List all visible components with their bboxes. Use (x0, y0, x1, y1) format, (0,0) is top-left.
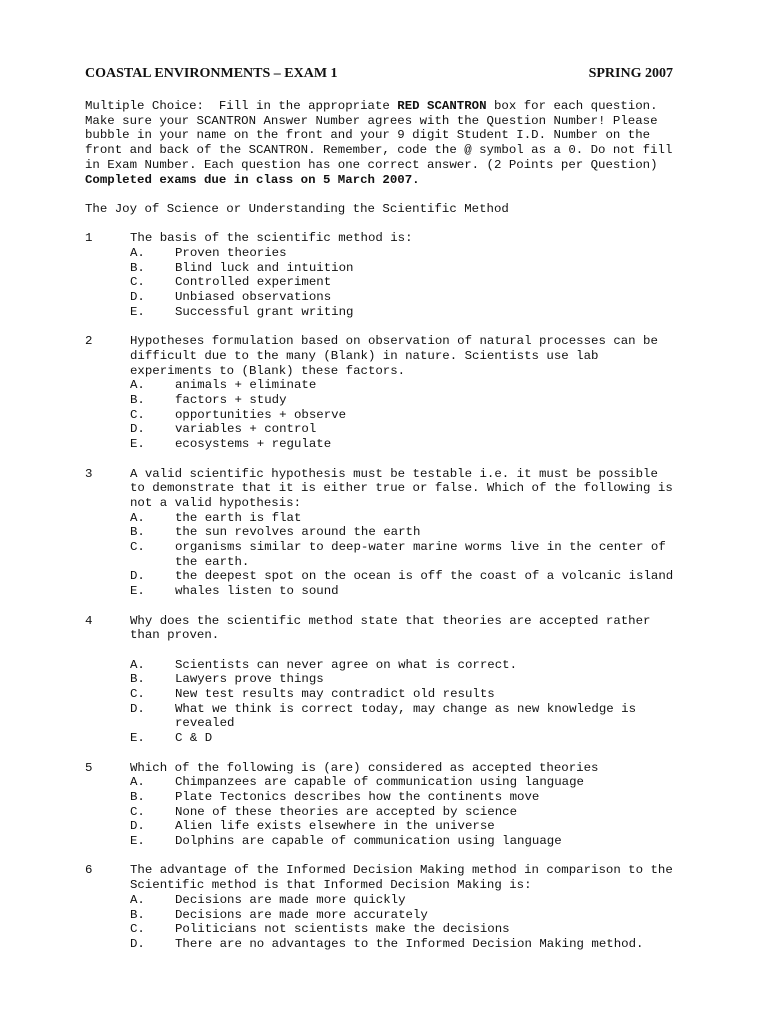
question-4 (85, 614, 685, 746)
question-text-line: experiments to (Blank) these factors. (130, 363, 406, 378)
answer-option (130, 525, 685, 540)
answer-option (130, 290, 685, 305)
question-body (130, 614, 685, 746)
exam-term: SPRING 2007 (588, 66, 673, 81)
option-letter: C. (130, 407, 145, 422)
option-text: Blind luck and intuition (175, 260, 354, 275)
answer-option (130, 702, 685, 731)
answer-option (130, 393, 685, 408)
option-letter: A. (130, 892, 145, 907)
instructions-due-date: Completed exams due in class on 5 March 2007. (85, 172, 420, 187)
option-text: Dolphins are capable of communication using language (175, 834, 562, 849)
answer-option (130, 834, 685, 849)
option-letter: B. (130, 789, 145, 804)
answer-option (130, 246, 685, 261)
option-letter: D. (130, 819, 145, 834)
option-letter: A. (130, 775, 145, 790)
question-text-line: Hypotheses formulation based on observation of natural processes can be (130, 334, 658, 349)
question-list (85, 231, 685, 951)
answer-option (130, 731, 685, 746)
option-letter: C. (130, 922, 145, 937)
option-text: Unbiased observations (175, 290, 332, 305)
answer-option (130, 378, 685, 393)
option-letter: B. (130, 907, 145, 922)
instructions-line-1c: box for each question. (486, 99, 658, 113)
answer-option (130, 261, 685, 276)
option-text: Scientists can never agree on what is correct. (175, 657, 518, 672)
question-body (130, 761, 685, 849)
question-text-line: difficult due to the many (Blank) in nature. Scientists use lab (130, 348, 599, 363)
option-text: There are no advantages to the Informed Decision Making method. (175, 936, 644, 951)
option-letter: C. (130, 804, 145, 819)
option-text: whales listen to sound (175, 584, 339, 599)
question-3 (85, 467, 685, 599)
option-text: New test results may contradict old results (175, 687, 495, 702)
option-letter: D. (130, 422, 145, 437)
option-letter: A. (130, 246, 145, 260)
option-letter: D. (130, 701, 145, 716)
option-letter: A. (130, 378, 145, 393)
answer-option (130, 408, 685, 423)
option-letter: E. (130, 834, 145, 849)
option-letter: C. (130, 275, 145, 290)
option-text: C & D (175, 731, 213, 746)
answer-option (130, 893, 685, 908)
option-letter: A. (130, 657, 145, 672)
exam-title: COASTAL ENVIRONMENTS – EXAM 1 (85, 66, 338, 81)
answer-option (130, 658, 685, 673)
question-text-line: The advantage of the Informed Decision Making method in comparison to the (130, 863, 673, 878)
option-text: Politicians not scientists make the decisions (175, 922, 510, 937)
question-body (130, 467, 685, 599)
question-body (130, 863, 685, 951)
answer-option (130, 305, 685, 320)
option-text: Decisions are made more accurately (175, 907, 428, 922)
answer-option (130, 790, 685, 805)
option-text: variables + control (175, 422, 317, 437)
option-letter: D. (130, 569, 145, 584)
question-1 (85, 231, 685, 319)
question-5 (85, 761, 685, 849)
exam-page (85, 64, 685, 952)
option-letter: E. (130, 584, 145, 599)
instructions-red-scantron: RED SCANTRON (397, 99, 487, 113)
option-text: Alien life exists elsewhere in the universe (175, 819, 495, 834)
instructions (85, 99, 685, 187)
option-text: animals + eliminate (175, 378, 317, 393)
answer-option (130, 775, 685, 790)
option-letter: B. (130, 393, 145, 408)
instructions-line-3: bubble in your name on the front and your 9 digit Student I.D. Number on the (85, 128, 651, 143)
option-letter: E. (130, 437, 145, 452)
answer-option (130, 569, 685, 584)
option-letter: A. (130, 510, 145, 525)
answer-option (130, 937, 685, 952)
answer-option (130, 819, 685, 834)
answer-option (130, 584, 685, 599)
question-body (130, 231, 685, 319)
answer-option (130, 922, 685, 937)
option-letter: D. (130, 290, 145, 305)
instructions-line-2: Make sure your SCANTRON Answer Number agrees with the Question Number! Please (85, 113, 658, 128)
option-text: the earth is flat (175, 510, 302, 525)
question-number: 2 (85, 334, 93, 349)
option-text: Successful grant writing (175, 304, 354, 319)
question-text-line: not a valid hypothesis: (130, 495, 302, 510)
answer-option (130, 805, 685, 820)
option-letter: B. (130, 525, 145, 540)
question-text-line: Why does the scientific method state that theories are accepted rather (130, 613, 651, 628)
spacer (130, 643, 685, 658)
instructions-line-4: front and back of the SCANTRON. Remember, code the @ symbol as a 0. Do not fill (85, 143, 673, 158)
option-text: What we think is correct today, may change as new knowledge is revealed (175, 701, 637, 731)
option-text: Controlled experiment (175, 275, 332, 290)
section-title: The Joy of Science or Understanding the Scientific Method (85, 201, 509, 216)
option-text: Decisions are made more quickly (175, 892, 406, 907)
option-text: None of these theories are accepted by science (175, 804, 518, 819)
option-letter: E. (130, 304, 145, 319)
instructions-line-1a: Multiple Choice: Fill in the appropriate (85, 99, 398, 113)
option-text: the sun revolves around the earth (175, 525, 421, 540)
instructions-line-5: in Exam Number. Each question has one correct answer. (2 Points per Question) (85, 157, 658, 172)
question-number: 4 (85, 613, 93, 628)
question-number: 1 (85, 231, 93, 246)
question-text-line: Which of the following is (are) considered as accepted theories (130, 760, 599, 775)
option-letter: B. (130, 260, 145, 275)
question-number: 5 (85, 760, 93, 775)
answer-option (130, 511, 685, 526)
answer-option (130, 672, 685, 687)
question-number: 6 (85, 863, 93, 878)
option-letter: E. (130, 731, 145, 746)
option-text: factors + study (175, 393, 287, 408)
option-letter: B. (130, 672, 145, 687)
question-text-line: than proven. (130, 628, 220, 643)
answer-option (130, 540, 685, 569)
question-text-line: A valid scientific hypothesis must be testable i.e. it must be possible (130, 466, 658, 481)
option-letter: D. (130, 936, 145, 951)
option-text: Proven theories (175, 246, 287, 260)
answer-option (130, 437, 685, 452)
option-text: ecosystems + regulate (175, 437, 332, 452)
exam-header (85, 64, 685, 86)
answer-option (130, 687, 685, 702)
option-text: Lawyers prove things (175, 672, 324, 687)
question-text-line: The basis of the scientific method is: (130, 231, 413, 246)
question-body (130, 334, 685, 452)
option-text: Chimpanzees are capable of communication using language (175, 775, 584, 790)
question-text-line: to demonstrate that it is either true or false. Which of the following is (130, 481, 673, 496)
question-number: 3 (85, 466, 93, 481)
answer-option (130, 275, 685, 290)
option-letter: C. (130, 687, 145, 702)
question-2 (85, 334, 685, 452)
question-6 (85, 863, 685, 951)
question-text-line: Scientific method is that Informed Decision Making is: (130, 878, 532, 893)
option-text: opportunities + observe (175, 407, 347, 422)
answer-option (130, 422, 685, 437)
answer-option (130, 908, 685, 923)
option-text: the deepest spot on the ocean is off the coast of a volcanic island (175, 569, 674, 584)
option-text: Plate Tectonics describes how the continents move (175, 789, 540, 804)
option-text: organisms similar to deep-water marine worms live in the center of the earth. (175, 540, 666, 569)
option-letter: C. (130, 540, 145, 555)
